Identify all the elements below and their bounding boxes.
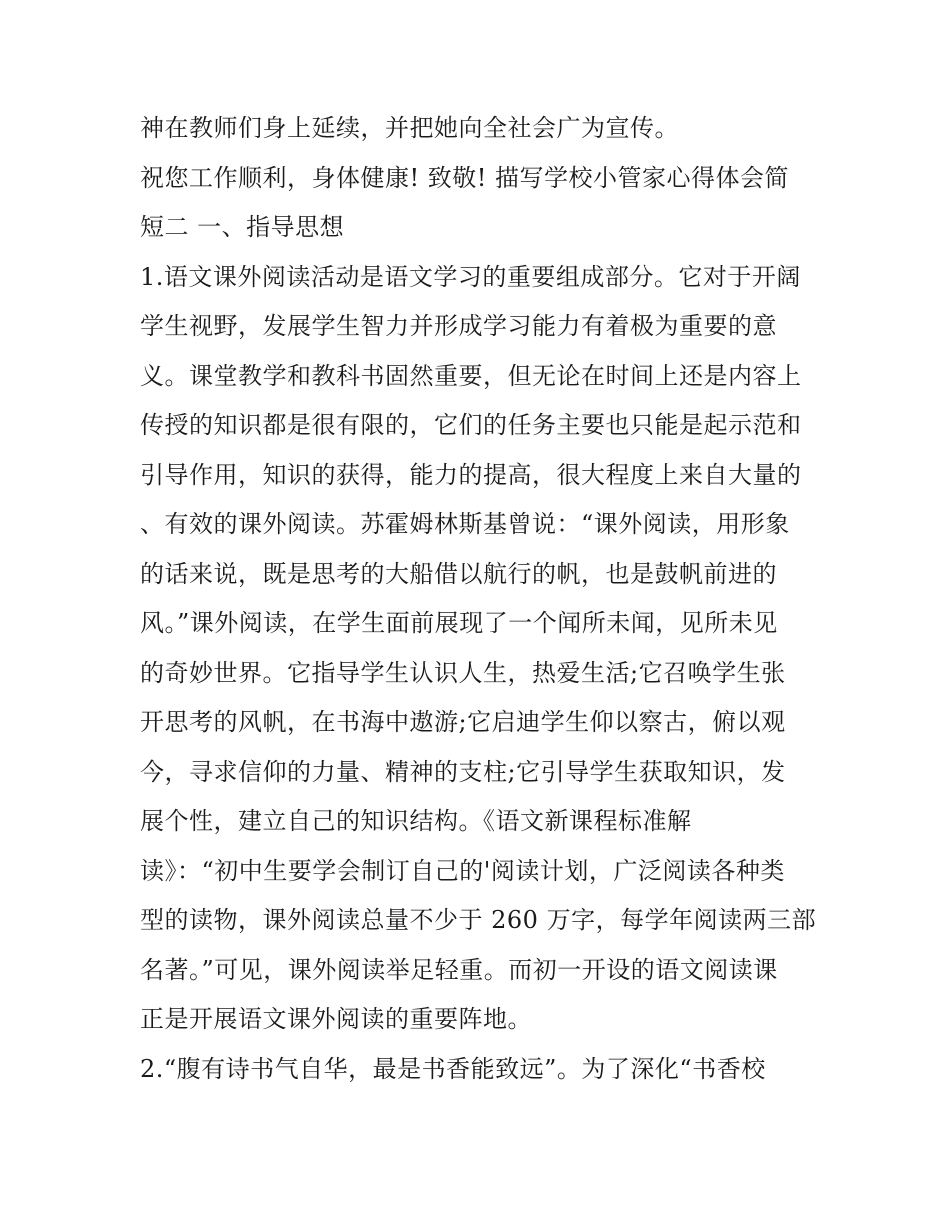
text-line: 神在教师们身上延续，并把她向全社会广为宣传。 xyxy=(140,114,679,142)
text-line: 展个性，建立自己的知识结构。《语文新课程标准解 xyxy=(140,807,692,835)
text-line: 的奇妙世界。它指导学生认识人生，热爱生活;它召唤学生张 xyxy=(140,658,786,687)
text-line: 祝您工作顺利，身体健康! 致敬! 描写学校小管家心得体会简 xyxy=(140,163,790,192)
text-line: 、有效的课外阅读。苏霍姆林斯基曾说：“课外阅读，用形象 xyxy=(140,510,790,538)
text-line: 义。课堂教学和教科书固然重要，但无论在时间上还是内容上 xyxy=(140,361,802,390)
text-line: 读》：“初中生要学会制订自己的'阅读计划，广泛阅读各种类 xyxy=(140,856,785,885)
text-line: 名著。”可见，课外阅读举足轻重。而初一开设的语文阅读课 xyxy=(140,955,778,984)
text-line: 开思考的风帆，在书海中遨游;它启迪学生仰以察古，俯以观 xyxy=(140,708,786,736)
text-line: 引导作用，知识的获得，能力的提高，很大程度上来自大量的 xyxy=(140,460,802,489)
text-line: 正是开展语文课外阅读的重要阵地。 xyxy=(140,1005,532,1033)
text-line: 短二 一、指导思想 xyxy=(140,213,345,241)
text-line: 2.“腹有诗书气自华，最是书香能致远”。为了深化“书香校 xyxy=(140,1054,766,1083)
text-line: 1.语文课外阅读活动是语文学习的重要组成部分。它对于开阔 xyxy=(140,262,801,291)
document-body xyxy=(140,104,820,1094)
text-line: 型的读物，课外阅读总量不少于 260 万字，每学年阅读两三部 xyxy=(140,906,817,934)
text-line: 风。”课外阅读，在学生面前展现了一个闻所未闻，见所未见 xyxy=(140,609,778,637)
text-line: 学生视野，发展学生智力并形成学习能力有着极为重要的意 xyxy=(140,312,777,340)
text-line: 传授的知识都是很有限的，它们的任务主要也只能是起示范和 xyxy=(140,411,802,439)
text-line: 的话来说，既是思考的大船借以航行的帆，也是鼓帆前进的 xyxy=(140,559,777,588)
text-line: 今，寻求信仰的力量、精神的支柱;它引导学生获取知识，发 xyxy=(140,757,786,786)
